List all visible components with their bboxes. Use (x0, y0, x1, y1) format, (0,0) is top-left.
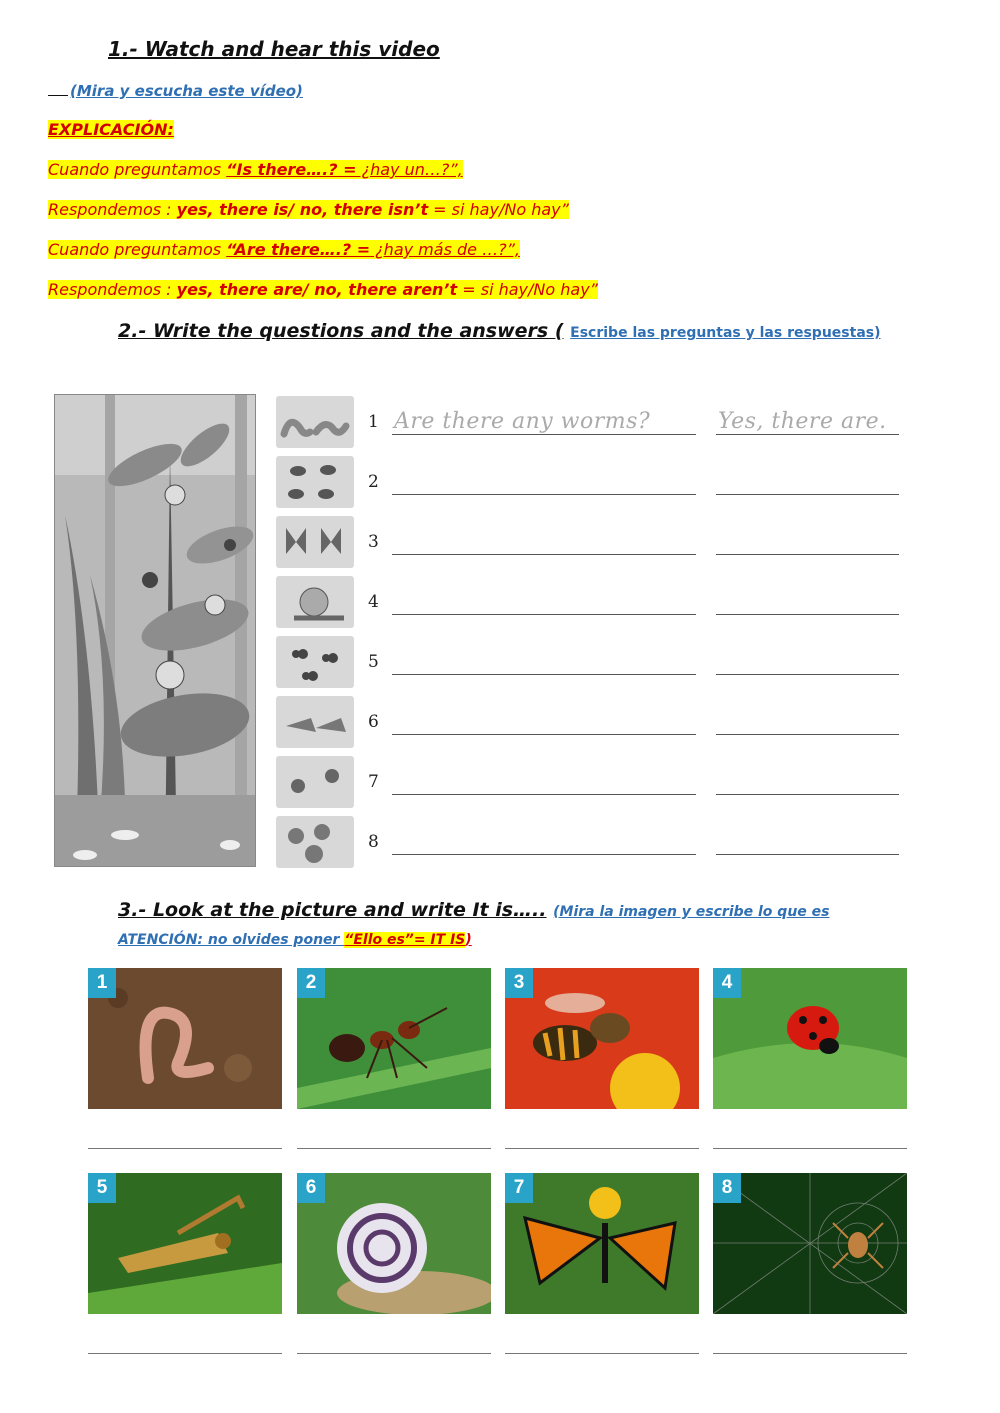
answer-line[interactable] (713, 1353, 907, 1354)
answer-line[interactable] (88, 1353, 282, 1354)
answer-field[interactable] (716, 826, 899, 855)
question-field[interactable] (392, 826, 696, 855)
bees-thumbnail (276, 456, 354, 508)
butterfly-photo (505, 1173, 699, 1314)
answer-line[interactable] (297, 1353, 491, 1354)
ant-photo (297, 968, 491, 1109)
question-field[interactable] (392, 466, 696, 495)
answer-line[interactable] (713, 1148, 907, 1149)
answer-line[interactable] (505, 1148, 699, 1149)
row-number: 1 (368, 412, 379, 432)
section3-title: 3.- Look at the picture and write It is….. (Mira la imagen y escribe lo que es ATENCIÓN: no olvides poner “Ello es”= IT IS) (118, 899, 830, 948)
earthworm-photo (88, 968, 282, 1109)
section2-title: 2.- Write the questions and the answers ( Escribe las preguntas y las respuestas) (118, 320, 881, 342)
question-field[interactable]: Are there any worms? (392, 406, 696, 435)
grasshoppers-thumbnail (276, 696, 354, 748)
grasshopper-photo (88, 1173, 282, 1314)
explanation-line-3: Cuando preguntamos “Are there….? = ¿hay más de …?”, (48, 240, 520, 259)
section1-subtitle: (Mira y escucha este vídeo) (48, 82, 303, 100)
garden-scene-image (54, 394, 256, 867)
row-number: 8 (368, 832, 379, 852)
row-number: 2 (368, 472, 379, 492)
answer-field[interactable] (716, 466, 899, 495)
explanation-line-2: Respondemos : yes, there is/ no, there isn’t = si hay/No hay” (48, 200, 569, 219)
question-field[interactable] (392, 586, 696, 615)
photo-number-badge: 3 (505, 968, 533, 998)
row-number: 7 (368, 772, 379, 792)
bee-photo (505, 968, 699, 1109)
section1-title: 1.- Watch and hear this video (108, 37, 440, 61)
ladybirds-thumbnail (276, 816, 354, 868)
row-number: 6 (368, 712, 379, 732)
answer-field[interactable] (716, 526, 899, 555)
question-field[interactable] (392, 646, 696, 675)
row-number: 3 (368, 532, 379, 552)
question-field[interactable] (392, 526, 696, 555)
answer-field[interactable] (716, 586, 899, 615)
answer-field[interactable] (716, 706, 899, 735)
explanation-line-4: Respondemos : yes, there are/ no, there aren’t = si hay/No hay” (48, 280, 598, 299)
photo-number-badge: 6 (297, 1173, 325, 1203)
answer-field[interactable]: Yes, there are. (716, 406, 899, 435)
question-field[interactable] (392, 766, 696, 795)
answer-line[interactable] (297, 1148, 491, 1149)
answer-field[interactable] (716, 766, 899, 795)
photo-number-badge: 1 (88, 968, 116, 998)
photo-number-badge: 5 (88, 1173, 116, 1203)
spider-photo (713, 1173, 907, 1314)
photo-number-badge: 8 (713, 1173, 741, 1203)
butterflies-thumbnail (276, 516, 354, 568)
answer-line[interactable] (505, 1353, 699, 1354)
answer-line[interactable] (88, 1148, 282, 1149)
explanation-label: EXPLICACIÓN: (48, 120, 174, 139)
explanation-line-1: Cuando preguntamos “Is there….? = ¿hay un…?”, (48, 160, 463, 179)
ants-thumbnail (276, 636, 354, 688)
photo-number-badge: 7 (505, 1173, 533, 1203)
spiders-thumbnail (276, 756, 354, 808)
ladybird-photo (713, 968, 907, 1109)
snail-photo (297, 1173, 491, 1314)
snail-thumbnail (276, 576, 354, 628)
worms-thumbnail (276, 396, 354, 448)
photo-number-badge: 4 (713, 968, 741, 998)
answer-field[interactable] (716, 646, 899, 675)
row-number: 4 (368, 592, 379, 612)
row-number: 5 (368, 652, 379, 672)
question-field[interactable] (392, 706, 696, 735)
photo-number-badge: 2 (297, 968, 325, 998)
